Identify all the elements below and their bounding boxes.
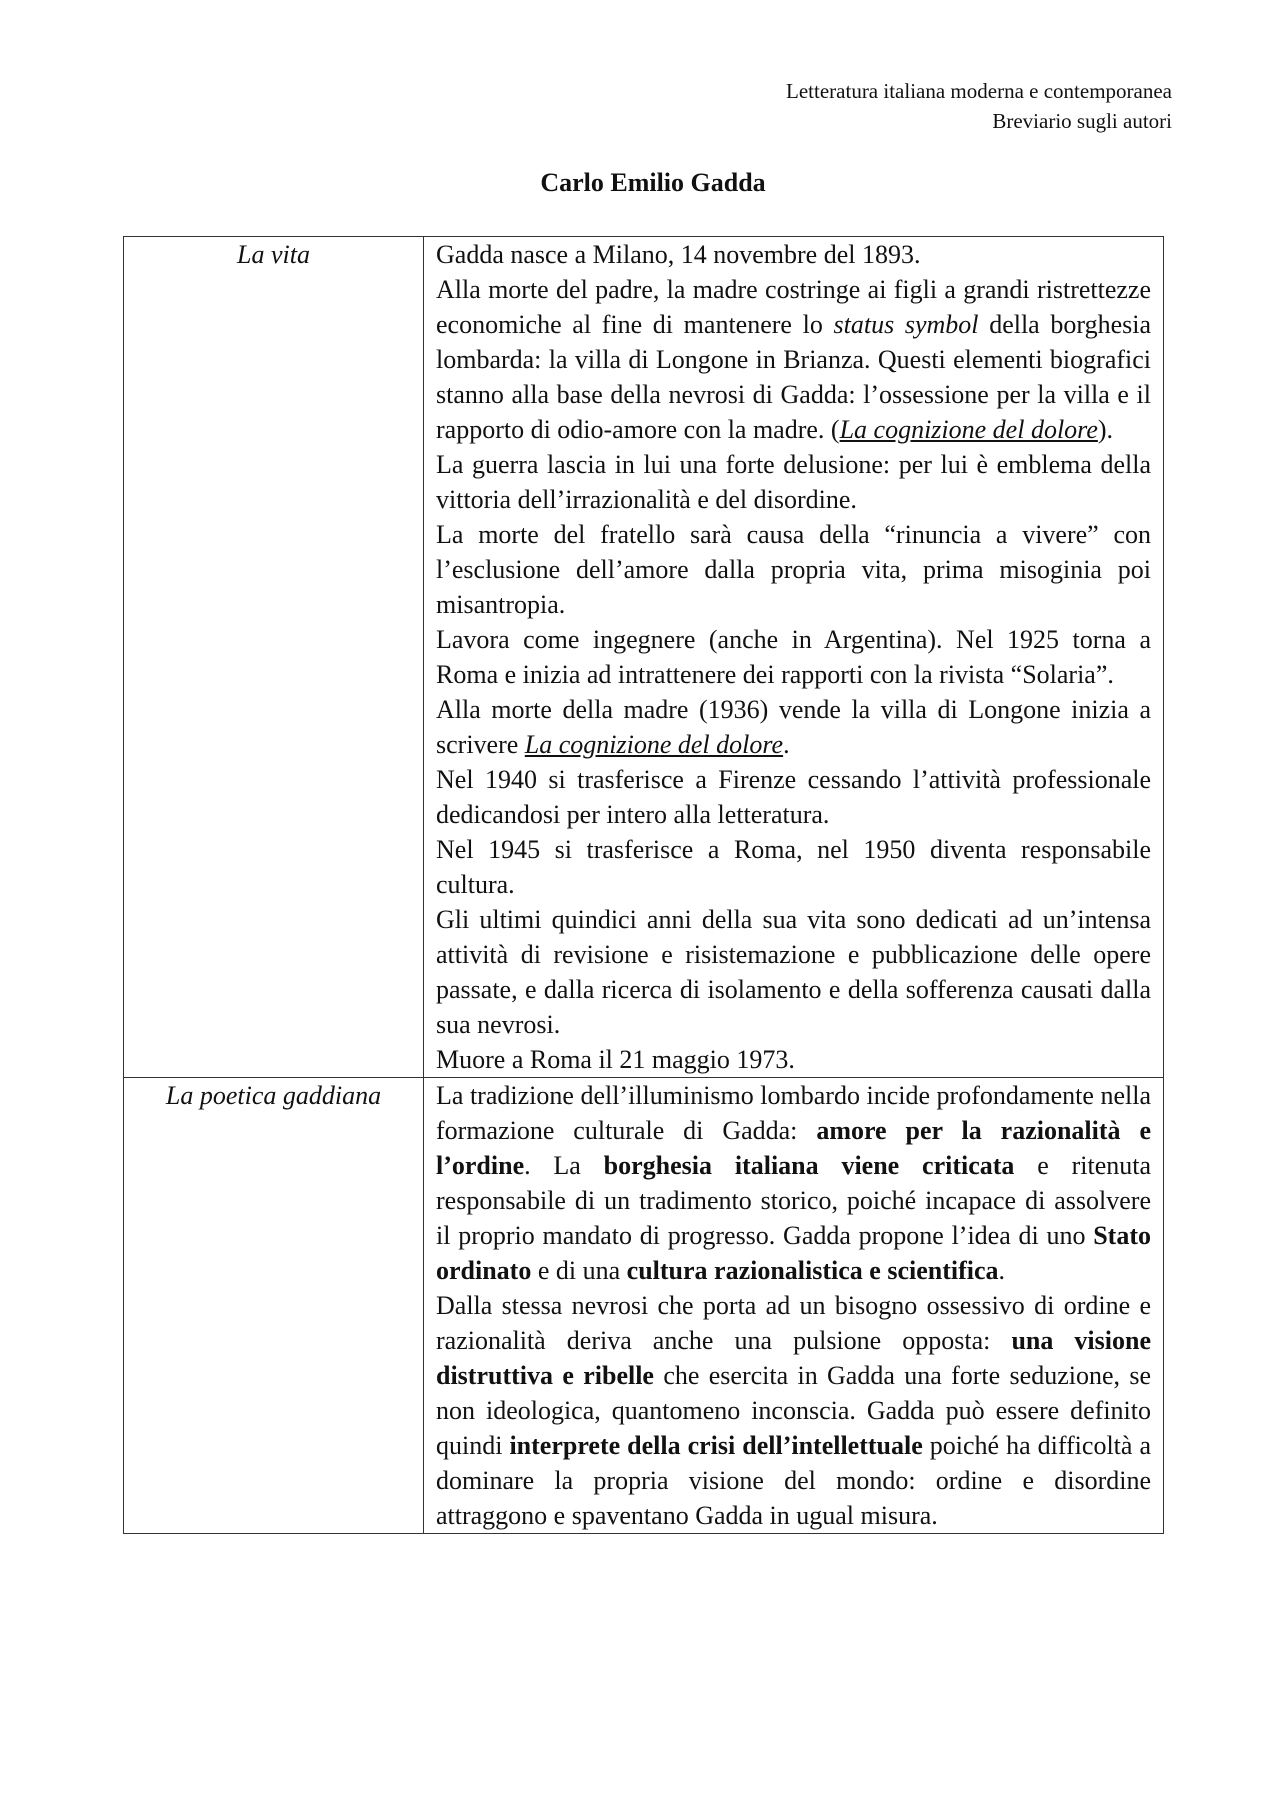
poetica-paragraph: La tradizione dell’illuminismo lombardo incide profondamente nella formazione culturale di Gadda: amore per la razionalità e l’ordine. La borghesia italiana viene criticata e ritenuta responsabile di un tradimento storico, poiché incapace di assolvere il proprio mandato di progresso. Gadda propone l’idea di uno Stato ordinato e di una cultura razionalistica e scientifica. xyxy=(436,1081,1152,1285)
vita-text xyxy=(424,237,1164,1078)
vita-paragraph: Alla morte del padre, la madre costringe ai figli a grandi ristrettezze economiche al fine di mantenere lo status symbol della borghesia lombarda: la villa di Longone in Brianza. Questi elementi biografici stanno alla base della nevrosi di Gadda: l’ossessione per la villa e il rapporto di odio-amore con la madre. (La cognizione del dolore). xyxy=(436,275,1152,444)
author-summary-table xyxy=(123,236,1164,1534)
vita-paragraph: Nel 1945 si trasferisce a Roma, nel 1950 diventa responsabile cultura. xyxy=(436,835,1151,899)
table-row-vita xyxy=(124,237,1164,1078)
key-concept: una visione distruttiva e ribelle xyxy=(436,1326,1151,1390)
key-concept: cultura razionalistica e scientifica xyxy=(626,1256,999,1285)
header-course: Letteratura italiana moderna e contemporanea xyxy=(786,79,1172,103)
key-concept: amore per la razionalità e l’ordine xyxy=(436,1116,1151,1180)
vita-paragraph: Lavora come ingegnere (anche in Argentina). Nel 1925 torna a Roma e inizia ad intrattenere dei rapporti con la rivista “Solaria”. xyxy=(436,625,1151,689)
vita-paragraph: Muore a Roma il 21 maggio 1973. xyxy=(436,1045,795,1074)
header-subtitle: Breviario sugli autori xyxy=(992,109,1172,133)
page-header xyxy=(786,76,1172,136)
vita-paragraph: Gli ultimi quindici anni della sua vita sono dedicati ad un’intensa attività di revisione e risistemazione e pubblicazione delle opere passate, e dalla ricerca di isolamento e della sofferenza causati dalla sua nevrosi. xyxy=(436,905,1151,1039)
work-title-link[interactable]: La cognizione del dolore xyxy=(524,730,784,759)
row-label-vita: La vita xyxy=(124,237,424,1078)
status-symbol-term: status symbol xyxy=(833,310,979,339)
vita-paragraph: Nel 1940 si trasferisce a Firenze cessando l’attività professionale dedicandosi per intero alla letteratura. xyxy=(436,765,1151,829)
poetica-paragraph: Dalla stessa nevrosi che porta ad un bisogno ossessivo di ordine e razionalità deriva anche una pulsione opposta: una visione distruttiva e ribelle che esercita in Gadda una forte seduzione, se non ideologica, quantomeno inconscia. Gadda può essere definito quindi interprete della crisi dell’intellettuale poiché ha difficoltà a dominare la propria visione del mondo: ordine e disordine attraggono e spaventano Gadda in ugual misura. xyxy=(436,1291,1151,1530)
work-title-link[interactable]: La cognizione del dolore xyxy=(839,415,1098,444)
table-row-poetica xyxy=(124,1078,1164,1534)
key-concept: Stato ordinato xyxy=(436,1221,1151,1285)
vita-paragraph: Alla morte della madre (1936) vende la villa di Longone inizia a scrivere La cognizione del dolore. xyxy=(436,695,1151,759)
poetica-text xyxy=(424,1078,1164,1534)
key-concept: interprete della crisi dell’intellettuale xyxy=(509,1431,923,1460)
document-title: Carlo Emilio Gadda xyxy=(540,168,766,197)
vita-paragraph: Gadda nasce a Milano, 14 novembre del 1893. xyxy=(436,240,921,269)
vita-paragraph: La guerra lascia in lui una forte delusione: per lui è emblema della vittoria dell’irrazionalità e del disordine. xyxy=(436,450,1151,514)
row-label-poetica: La poetica gaddiana xyxy=(124,1078,424,1534)
vita-paragraph: La morte del fratello sarà causa della “rinuncia a vivere” con l’esclusione dell’amore dalla propria vita, prima misoginia poi misantropia. xyxy=(436,520,1151,619)
key-concept: borghesia italiana viene criticata xyxy=(603,1151,1015,1180)
